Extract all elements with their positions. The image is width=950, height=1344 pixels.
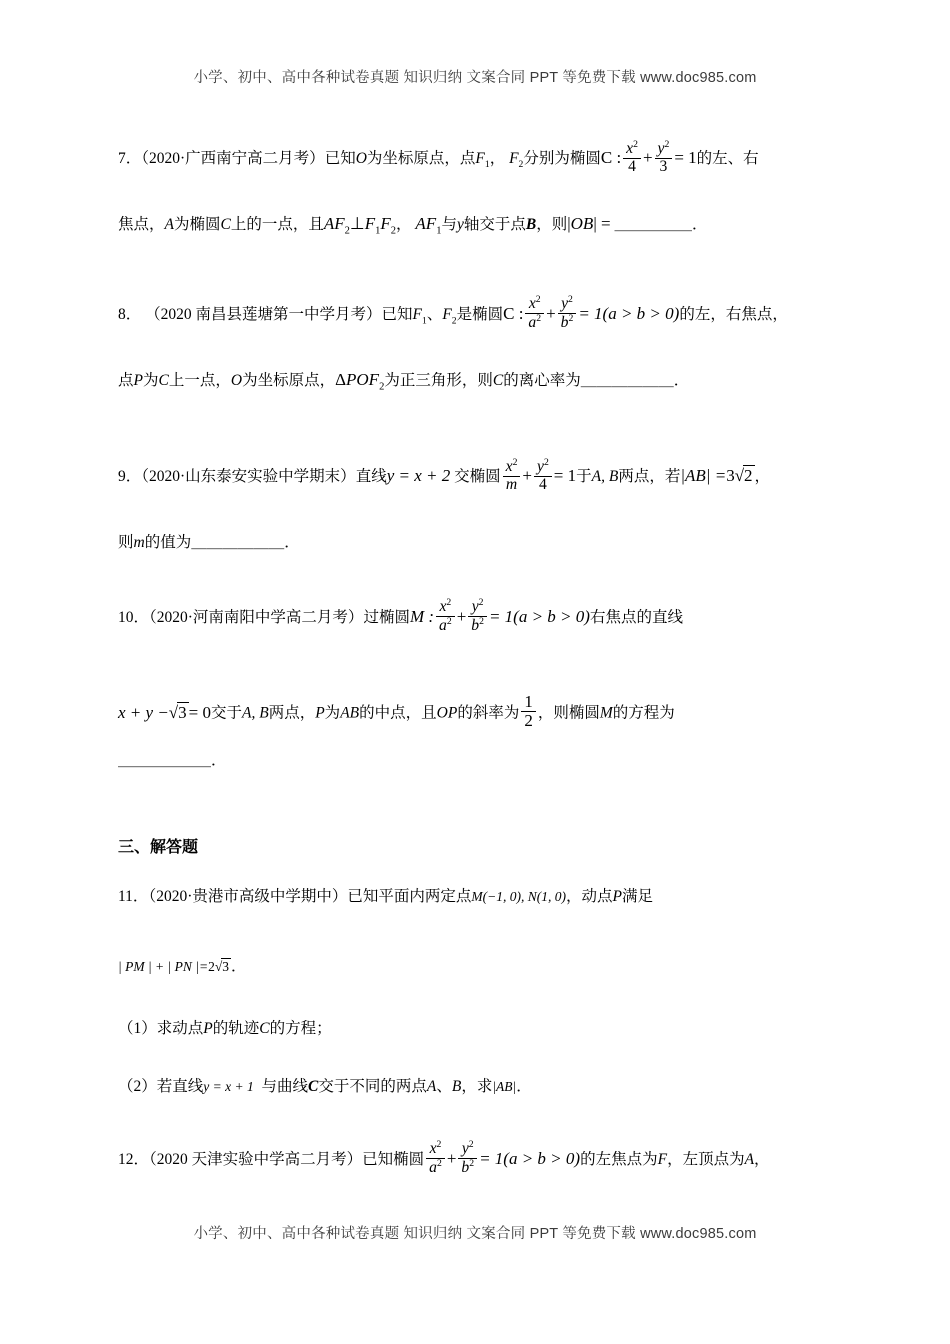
q7-perp-relation (323, 214, 397, 237)
q11-dist-coef: 2 (208, 959, 215, 974)
sqrt-icon-2: √ (168, 702, 179, 722)
question-11-sub-1 (118, 1016, 332, 1038)
q8-l1-d: 的左，右焦点， (679, 306, 788, 324)
q8-var-F2-sub: 2 (451, 315, 457, 327)
watermark-top: 小学、初中、高中各种试卷真题 知识归纳 文案合同 PPT 等免费下载 www.doc985.com (193, 70, 757, 86)
sqrt-icon: √ (734, 465, 745, 485)
q11-dist-lhs: | PM | + | PN |= (118, 959, 209, 974)
q8-l1-c: 是椭圆 (456, 306, 504, 324)
q10-l2-d: 的中点，且 (359, 704, 437, 722)
q10-slope-den: 2 (521, 711, 536, 730)
q12-var-F: F (657, 1151, 668, 1169)
q8-source: （2020 南昌县莲塘第一中学月考） (145, 306, 382, 324)
q8-triangle-sub: 2 (379, 381, 385, 393)
q11-sub2-d: 、 (436, 1078, 452, 1095)
q11-l1-a: 已知平面内两定点 (347, 888, 472, 905)
q11-l1-b: ，动点 (565, 888, 613, 905)
q9-l2-a: 则 (118, 534, 134, 551)
q7-ellipse-equation: C : $\frac{x^2}{4}$ + $\frac{y^2}{3}$ = 1 (600, 139, 697, 176)
q9-ellipse-rhs: = 1 (553, 465, 577, 485)
q11-sub1-a: （1）求动点 (118, 1020, 204, 1037)
q7-var-F1-sub: 1 (484, 159, 490, 171)
q10-num-y: y (471, 598, 479, 616)
q7-num-x-sup: 2 (633, 139, 638, 150)
q7-num-x: x (626, 140, 634, 158)
q7-den-x: 4 (623, 158, 641, 176)
q9-num-x: x (505, 458, 513, 476)
q7-text-e: 的左、右 (696, 149, 759, 167)
q10-den-y: b (471, 617, 480, 635)
q10-line-body: 3 (178, 702, 187, 722)
question-8-line-2 (118, 368, 689, 392)
q12-num-y-sup: 2 (468, 1139, 474, 1150)
q11-sub2-line: y = x + 1 (203, 1079, 254, 1094)
q10-den-x-sup: 2 (446, 616, 452, 628)
q8-l2-a: 点 (118, 372, 134, 389)
q8-var-C2: C (492, 372, 504, 389)
q11-sub2-A: A (426, 1078, 437, 1095)
q7-den-y: 3 (655, 158, 673, 176)
q7-var-A: A (164, 216, 174, 233)
q10-ellipse-rhs: = 1(a > b > 0) (488, 607, 590, 627)
q11-source: （2020·贵港市高级中学期中） (148, 888, 348, 905)
q8-l2-e: 为正三角形，则 (384, 372, 493, 389)
q7-l2-a: 焦点， (118, 216, 165, 233)
q7-num-y: y (657, 140, 665, 158)
q12-den-x: a (429, 1159, 437, 1177)
q12-number: 12． (118, 1151, 150, 1169)
q12-ellipse-equation: $\frac{x^2}{a^2}$ + $\frac{y^2}{b^2}$ = 1(a > b > 0) (424, 1149, 580, 1168)
q7-num-y-sup: 2 (664, 139, 670, 150)
q12-l1-d: ， (754, 1151, 770, 1169)
q7-perp-b-sub: 1 (375, 225, 381, 237)
q9-ab-length (680, 466, 754, 485)
q10-l2-c: 为 (324, 704, 341, 722)
q7-var-y: y (456, 216, 464, 233)
q11-number: 11． (118, 888, 149, 905)
q7-number: 7． (118, 149, 142, 167)
question-9-line-2 (118, 530, 300, 552)
q10-source: （2020·河南南阳中学高二月考） (149, 609, 364, 627)
q7-l2-c: 上的一点，且 (230, 216, 324, 233)
q9-num-y: y (537, 458, 544, 476)
q12-num-x-sup: 2 (436, 1139, 442, 1150)
q9-line-equation: y = x + 2 (386, 465, 451, 485)
q9-num-x-sup: 2 (512, 457, 518, 468)
q9-l1-d: 两点，若 (618, 467, 681, 485)
q10-l1-a: 过椭圆 (363, 609, 410, 627)
q9-l1-c: 于 (576, 467, 592, 485)
q10-var-OP: OP (436, 704, 458, 722)
watermark-bottom: 小学、初中、高中各种试卷真题 知识归纳 文案合同 PPT 等免费下载 www.doc985.com (193, 1226, 757, 1242)
q9-blank-3: 的值为＿＿＿＿＿＿． (144, 534, 300, 551)
q10-var-M: M (599, 704, 613, 722)
q10-line-eq: = 0 (188, 702, 211, 722)
q7-l2-f: 轴交于点 (463, 216, 526, 233)
q10-l2-b: 两点， (268, 704, 316, 722)
q8-var-O: O (230, 372, 243, 389)
q11-sub2-f: ． (516, 1078, 532, 1095)
q9-number: 9． (118, 467, 142, 485)
q10-l2-e: 的斜率为 (457, 704, 520, 722)
q8-den-x-sup: 2 (536, 313, 542, 325)
q10-den-x: a (439, 617, 447, 635)
q10-line-lhs: x + y − (118, 702, 169, 722)
q7-var-F2-sub: 2 (518, 159, 524, 171)
q7-var-B: B (525, 216, 537, 233)
question-7-line-2 (118, 212, 707, 236)
q7-perp-a: AF (323, 214, 345, 233)
q7-af1-a: AF (415, 214, 437, 233)
q7-af1-sub: 1 (436, 225, 442, 237)
q8-var-F1: F (412, 306, 423, 324)
q10-slope-num: 1 (524, 692, 533, 711)
q8-den-y: b (560, 314, 569, 332)
question-8-line-1 (118, 295, 788, 332)
q7-l2-e: 与 (441, 216, 457, 233)
q12-l1-a: 已知椭圆 (362, 1151, 425, 1169)
q8-num-y: y (561, 295, 569, 313)
q12-den-y-sup: 2 (469, 1158, 475, 1170)
q11-sub1-P: P (203, 1020, 213, 1037)
q7-OB: OB (570, 214, 594, 233)
q9-var-m: m (133, 534, 145, 551)
q7-blank-1: ＿＿＿＿＿． (614, 216, 708, 233)
q10-num-y-sup: 2 (478, 597, 484, 608)
q8-var-F1-sub: 1 (422, 315, 427, 327)
q11-sub1-C: C (259, 1020, 270, 1037)
q8-l2-d: 为坐标原点， (242, 372, 336, 389)
q8-num-x-sup: 2 (535, 294, 541, 305)
question-9-line-1 (118, 458, 770, 494)
q7-text-a: 已知 (324, 149, 356, 167)
q9-ellipse-equation: $\frac{x^2}{m}$ + $\frac{y^2}{4}$ = 1 (501, 466, 577, 485)
q7-var-C: C (220, 216, 231, 233)
q8-l1-a: 已知 (381, 306, 413, 324)
q9-den-y: 4 (534, 476, 552, 494)
q12-var-A: A (744, 1151, 755, 1169)
q10-den-y-sup: 2 (479, 616, 484, 628)
question-11-line-1 (118, 884, 653, 906)
q7-perp-c: F (380, 214, 391, 233)
q10-l2-g: 的方程为 (612, 704, 675, 722)
q12-den-x-sup: 2 (436, 1158, 442, 1170)
q9-ab-lhs: |AB| = (680, 465, 727, 485)
q11-sub1-b: 的轨迹 (212, 1020, 260, 1037)
q7-perp-b: F (364, 214, 376, 233)
q7-AF1 (415, 214, 442, 237)
q10-l1-b: 右焦点的直线 (589, 609, 683, 627)
q8-l2-c: 上一点， (168, 372, 231, 389)
q11-var-P: P (612, 888, 622, 905)
q9-l1-b: 交椭圆 (454, 467, 501, 485)
q8-number: 8． (118, 306, 142, 324)
perp-icon: ⊥ (349, 214, 365, 233)
q7-l2-g: ，则 (536, 216, 568, 233)
q7-text-c: ， (489, 149, 506, 167)
q8-l1-b: 、 (426, 306, 443, 324)
q8-den-x: a (528, 314, 537, 332)
q9-ab-coef: 3 (726, 465, 735, 485)
q10-number: 10． (118, 609, 150, 627)
q9-source: （2020·山东泰安实验中学期末） (141, 467, 356, 485)
q11-sub2-a: （2）若直线 (118, 1078, 204, 1095)
q8-var-F2: F (442, 306, 452, 324)
q7-OB-abs: |OB| = (567, 214, 611, 233)
q10-l2-a: 交于 (210, 704, 242, 722)
q12-num-y: y (461, 1140, 469, 1158)
q7-ellipse-rhs: = 1 (674, 147, 697, 167)
q7-var-F1: F (475, 149, 485, 167)
q12-l1-c: ，左顶点为 (667, 1151, 745, 1169)
q8-ellipse-equation: C : $\frac{x^2}{a^2}$ + $\frac{y^2}{b^2}$ = 1(a > b > 0) (503, 294, 680, 332)
q10-points: A, B (242, 704, 269, 722)
q8-ellipse-rhs: = 1(a > b > 0) (578, 304, 680, 324)
q8-l2-b: 为 (142, 372, 159, 389)
q10-num-x: x (439, 598, 447, 616)
q8-num-y-sup: 2 (568, 294, 573, 305)
q8-den-y-sup: 2 (568, 313, 574, 325)
q10-l2-f: ，则椭圆 (537, 704, 600, 722)
question-12-line-1 (118, 1140, 770, 1177)
q8-var-P: P (133, 372, 143, 389)
q11-points: M(−1, 0), N(1, 0) (471, 889, 566, 904)
question-10-line-1 (118, 598, 683, 635)
section-heading: 三、解答题 (118, 839, 199, 856)
q9-l1-a: 直线 (355, 467, 387, 485)
q11-sub1-c: 的方程； (269, 1020, 332, 1037)
q10-num-x-sup: 2 (446, 597, 452, 608)
q11-sub2-e: ，求 (461, 1078, 493, 1095)
q9-l1-e: ， (754, 467, 771, 485)
q11-sub2-b: 与曲线 (261, 1078, 308, 1095)
q12-den-y: b (461, 1159, 470, 1177)
q8-triangle (335, 370, 385, 393)
q12-ellipse-rhs: = 1(a > b > 0) (479, 1149, 581, 1169)
q7-ellipse-lhs: C : (600, 147, 622, 167)
q11-l1-c: 满足 (621, 888, 653, 905)
q8-triangle-letters: POF (346, 370, 380, 389)
q7-source: （2020·广西南宁高二月考） (141, 149, 325, 167)
q12-num-x: x (429, 1140, 437, 1158)
question-7-line-1 (118, 140, 759, 176)
q9-ab-body: 2 (744, 465, 753, 485)
q12-l1-b: 的左焦点为 (580, 1151, 658, 1169)
question-10-line-2 (118, 693, 675, 731)
q10-ellipse-lhs: M : (409, 607, 435, 627)
q10-var-AB: AB (340, 704, 360, 722)
q12-source: （2020 天津实验中学高二月考） (149, 1151, 363, 1169)
q7-text-b: 为坐标原点，点 (366, 149, 476, 167)
q10-var-P: P (315, 704, 325, 722)
q7-var-O: O (355, 149, 367, 167)
q7-perp-c-sub: 2 (390, 225, 397, 237)
q8-var-C: C (158, 372, 169, 389)
q8-num-x: x (528, 295, 536, 313)
q10-ellipse-equation: M : $\frac{x^2}{a^2}$ + $\frac{y^2}{b^2}$ = 1(a > b > 0) (409, 597, 590, 635)
question-10-blank: ＿＿＿＿＿＿． (118, 752, 227, 769)
q10-slope (521, 693, 536, 731)
q7-l2-b: 为椭圆 (173, 216, 221, 233)
q7-var-F2: F (509, 149, 519, 167)
question-11-condition (118, 954, 247, 976)
triangle-icon: Δ (335, 370, 347, 389)
q11-sub2-C: C (308, 1078, 319, 1095)
q7-l2-d: ， (396, 216, 412, 233)
q11-distance-sum (118, 959, 231, 974)
q8-ellipse-lhs: C : (503, 304, 524, 324)
sqrt-icon-3: √ (214, 959, 223, 974)
q10-line-equation (118, 703, 211, 722)
q11-sub2-c: 交于不同的两点 (318, 1078, 427, 1095)
question-11-sub-2 (118, 1074, 532, 1096)
q9-den-x: m (503, 476, 521, 494)
q8-blank-2: 的离心率为＿＿＿＿＿＿． (503, 372, 690, 389)
q9-points: A, B (591, 467, 619, 485)
q11-sub2-B: B (451, 1078, 462, 1095)
q9-num-y-sup: 2 (543, 457, 549, 468)
q11-period: ． (230, 958, 247, 975)
q7-text-d: 分别为椭圆 (523, 149, 601, 167)
q11-sub2-AB: |AB| (492, 1079, 517, 1094)
q11-dist-body: 3 (222, 959, 229, 974)
q7-perp-a-sub: 2 (344, 225, 350, 237)
